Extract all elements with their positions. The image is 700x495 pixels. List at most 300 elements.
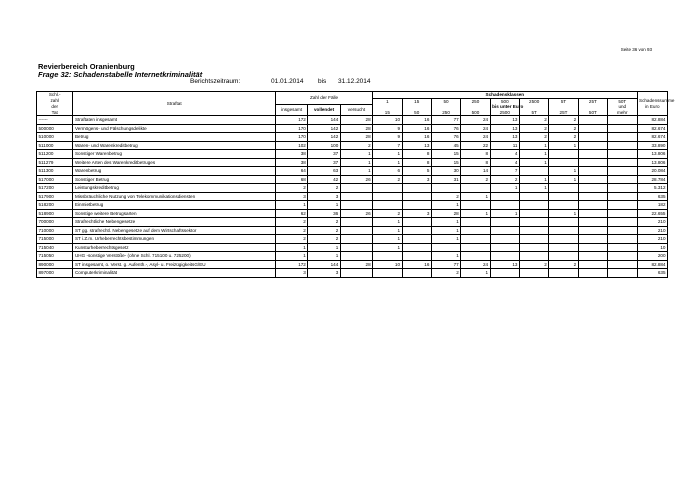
header-class-top-0: 1: [373, 98, 402, 104]
row-key: 700000: [37, 218, 73, 227]
period-from: 01.01.2014: [271, 78, 304, 85]
table-row: [37, 218, 668, 227]
row-class-2: 77: [431, 260, 460, 269]
row-class-4: 4: [490, 150, 519, 159]
row-schadenssumme: 200: [637, 252, 668, 261]
row-class-1: 3: [402, 175, 431, 184]
row-class-8: [608, 141, 637, 150]
row-vollendet: 3: [308, 192, 340, 201]
table-row: [37, 175, 668, 184]
row-versucht: [340, 184, 372, 193]
row-class-0: 1: [373, 218, 402, 227]
row-key: 510000: [37, 133, 73, 142]
row-class-2: 76: [431, 133, 460, 142]
row-class-3: [461, 226, 490, 235]
row-class-6: [549, 226, 578, 235]
row-vollendet: 142: [308, 133, 340, 142]
row-class-1: [402, 243, 431, 252]
row-class-1: 8: [402, 158, 431, 167]
row-class-7: [578, 252, 607, 261]
row-class-1: 16: [402, 124, 431, 133]
row-insgesamt: 2: [275, 184, 307, 193]
row-class-5: 2: [519, 116, 548, 125]
table-row: [37, 167, 668, 176]
row-class-8: [608, 235, 637, 244]
header-class-top-2: 50: [431, 98, 460, 104]
row-class-2: 76: [431, 124, 460, 133]
row-class-1: 5: [402, 167, 431, 176]
header-class-bottom-3: 500: [461, 110, 490, 116]
row-class-1: [402, 184, 431, 193]
row-class-0: 2: [373, 209, 402, 218]
row-class-3: 24: [461, 124, 490, 133]
row-versucht: [340, 269, 372, 278]
row-class-0: 7: [373, 141, 402, 150]
row-class-3: 1: [461, 192, 490, 201]
row-schadenssumme: 20.084: [637, 167, 668, 176]
row-class-2: [431, 184, 460, 193]
row-class-7: [578, 141, 607, 150]
row-class-6: 2: [549, 260, 578, 269]
row-insgesamt: 2: [275, 218, 307, 227]
row-class-5: 1: [519, 184, 548, 193]
header-class-top-3: 250: [461, 98, 490, 104]
table-row: [37, 252, 668, 261]
row-versucht: 26: [340, 209, 372, 218]
row-class-2: 1: [431, 252, 460, 261]
row-class-2: 2: [431, 269, 460, 278]
row-class-7: [578, 260, 607, 269]
header-class-bottom-4: 2500: [490, 110, 519, 116]
row-class-8: [608, 133, 637, 142]
row-class-6: [549, 184, 578, 193]
row-class-7: [578, 116, 607, 125]
row-versucht: [340, 235, 372, 244]
row-class-0: 1: [373, 158, 402, 167]
row-class-4: 13: [490, 124, 519, 133]
row-class-4: 4: [490, 158, 519, 167]
row-class-5: [519, 235, 548, 244]
row-vollendet: 2: [308, 226, 340, 235]
header-und: und: [608, 104, 637, 110]
row-class-1: [402, 269, 431, 278]
row-schadenssumme: 210: [637, 218, 668, 227]
row-vollendet: 1: [308, 243, 340, 252]
row-class-4: [490, 235, 519, 244]
row-class-1: 13: [402, 141, 431, 150]
header-class-top-7: 25T: [578, 98, 607, 104]
row-class-6: [549, 252, 578, 261]
row-vollendet: 63: [308, 167, 340, 176]
row-insgesamt: 2: [275, 226, 307, 235]
row-class-7: [578, 218, 607, 227]
header-class-top-5: 2500: [519, 98, 548, 104]
row-vollendet: 100: [308, 141, 340, 150]
row-class-7: [578, 158, 607, 167]
header-key-2: zahl: [37, 98, 73, 104]
row-insgesamt: 1: [275, 252, 307, 261]
row-class-5: 1: [519, 141, 548, 150]
row-class-7: [578, 133, 607, 142]
header-class-bottom-0: 15: [373, 110, 402, 116]
table-row: [37, 158, 668, 167]
row-versucht: 1: [340, 158, 372, 167]
row-key: 500000: [37, 124, 73, 133]
row-vollendet: 2: [308, 184, 340, 193]
row-versucht: [340, 252, 372, 261]
row-class-7: [578, 150, 607, 159]
period-to: 31.12.2014: [338, 78, 371, 85]
row-class-3: 8: [461, 158, 490, 167]
row-key: 517200: [37, 184, 73, 193]
row-class-2: 1: [431, 218, 460, 227]
row-straftat: Computerkriminalität: [73, 269, 276, 278]
row-class-5: [519, 167, 548, 176]
table-row: [37, 201, 668, 210]
header-class-bottom-2: 250: [431, 110, 460, 116]
row-straftat: Waren- und Warenkreditbetrug: [73, 141, 276, 150]
row-class-2: 1: [431, 226, 460, 235]
row-schadenssumme: 635: [637, 269, 668, 278]
damage-table: [36, 91, 675, 278]
header-key-3: der: [37, 104, 73, 110]
table-row: [37, 260, 668, 269]
row-key: 518200: [37, 201, 73, 210]
row-class-6: [549, 201, 578, 210]
row-straftat: ST i.Z.m. Urheberrechtsbestimmungen: [73, 235, 276, 244]
header-vollendet: vollendet: [308, 104, 340, 116]
row-class-4: 1: [490, 184, 519, 193]
row-insgesamt: 170: [275, 133, 307, 142]
row-vollendet: 2: [308, 218, 340, 227]
row-class-8: [608, 201, 637, 210]
row-class-1: [402, 192, 431, 201]
table-body: [37, 116, 668, 278]
row-versucht: [340, 226, 372, 235]
row-straftat: Sonstiger Warenbetrug: [73, 150, 276, 159]
header-key-4: Tat: [37, 110, 73, 116]
header-insgesamt: insgesamt: [275, 104, 307, 116]
table-row: [37, 116, 668, 125]
row-versucht: 1: [340, 167, 372, 176]
row-class-4: [490, 192, 519, 201]
row-vollendet: 144: [308, 260, 340, 269]
row-schadenssumme: 82.674: [637, 133, 668, 142]
period-bis: bis: [318, 78, 327, 85]
row-class-5: 2: [519, 124, 548, 133]
row-class-6: [549, 269, 578, 278]
row-class-4: [490, 252, 519, 261]
row-versucht: 28: [340, 133, 372, 142]
row-class-7: [578, 167, 607, 176]
row-class-6: 2: [549, 133, 578, 142]
row-class-4: [490, 201, 519, 210]
row-class-3: [461, 252, 490, 261]
row-class-2: 45: [431, 141, 460, 150]
row-class-7: [578, 243, 607, 252]
row-class-6: [549, 158, 578, 167]
header-class-top-4: 500: [490, 98, 519, 104]
report-title: Revierbereich Oranienburg: [38, 62, 135, 71]
row-class-5: 2: [519, 260, 548, 269]
row-straftat: Missbräuchliche Nutzung von Telekommunikationsdiensten: [73, 192, 276, 201]
row-class-4: 1: [490, 209, 519, 218]
row-class-0: [373, 252, 402, 261]
row-straftat: Leistungskreditbetrug: [73, 184, 276, 193]
row-class-1: [402, 201, 431, 210]
row-straftat: Strafrechtliche Nebengesetze: [73, 218, 276, 227]
row-key: 517000: [37, 175, 73, 184]
row-class-4: 7: [490, 167, 519, 176]
row-class-1: [402, 218, 431, 227]
row-class-2: 2: [431, 192, 460, 201]
row-class-0: 9: [373, 133, 402, 142]
row-class-0: 1: [373, 150, 402, 159]
row-versucht: 28: [340, 260, 372, 269]
row-insgesamt: 3: [275, 192, 307, 201]
row-key: 511200: [37, 150, 73, 159]
header-versucht: versucht: [340, 104, 372, 116]
row-class-3: [461, 243, 490, 252]
row-class-0: [373, 184, 402, 193]
row-class-6: 2: [549, 116, 578, 125]
row-class-7: [578, 175, 607, 184]
row-class-4: 13: [490, 116, 519, 125]
row-class-7: [578, 269, 607, 278]
row-class-3: [461, 184, 490, 193]
row-vollendet: 3: [308, 269, 340, 278]
row-insgesamt: 1: [275, 201, 307, 210]
row-class-3: 24: [461, 116, 490, 125]
table-row: [37, 150, 668, 159]
row-class-3: [461, 218, 490, 227]
row-class-1: [402, 226, 431, 235]
header-class-bottom-1: 50: [402, 110, 431, 116]
row-class-0: [373, 269, 402, 278]
row-straftat: ST gg. strafrechtl. Nebengesetze auf dem Wirtschaftssektor: [73, 226, 276, 235]
row-class-3: 22: [461, 141, 490, 150]
row-class-6: 1: [549, 141, 578, 150]
row-versucht: [340, 201, 372, 210]
row-class-6: 2: [549, 124, 578, 133]
row-key: 715000: [37, 235, 73, 244]
row-vollendet: 142: [308, 124, 340, 133]
header-summe: Schadenssumme in Euro: [637, 92, 668, 116]
row-versucht: 1: [340, 150, 372, 159]
row-class-4: 13: [490, 133, 519, 142]
row-versucht: 28: [340, 116, 372, 125]
row-straftat: UHG -sonstige Verstöße- (ohne Schl. 715100 u. 725200): [73, 252, 276, 261]
row-class-6: [549, 150, 578, 159]
row-class-0: 1: [373, 226, 402, 235]
row-class-6: 1: [549, 167, 578, 176]
row-class-3: 2: [461, 175, 490, 184]
table-row: [37, 269, 668, 278]
row-schadenssumme: 5.312: [637, 184, 668, 193]
row-class-0: 9: [373, 124, 402, 133]
header-class-top-1: 15: [402, 98, 431, 104]
row-key: 511300: [37, 167, 73, 176]
header-class-bottom-5: 5T: [519, 110, 548, 116]
row-class-0: [373, 192, 402, 201]
row-class-2: 77: [431, 116, 460, 125]
row-schadenssumme: 210: [637, 235, 668, 244]
row-class-8: [608, 150, 637, 159]
row-class-0: 1: [373, 243, 402, 252]
row-class-1: 16: [402, 260, 431, 269]
row-key: 511279: [37, 158, 73, 167]
row-class-8: [608, 116, 637, 125]
row-class-3: [461, 201, 490, 210]
row-straftat: Betrug: [73, 133, 276, 142]
row-class-4: [490, 218, 519, 227]
row-class-4: 11: [490, 141, 519, 150]
row-class-5: [519, 201, 548, 210]
row-key: 897000: [37, 269, 73, 278]
row-vollendet: 144: [308, 116, 340, 125]
header-straftat: Straftat: [73, 92, 276, 116]
table-row: [37, 124, 668, 133]
table-row: [37, 133, 668, 142]
row-insgesamt: 68: [275, 175, 307, 184]
row-class-2: 30: [431, 167, 460, 176]
row-insgesamt: 102: [275, 141, 307, 150]
row-class-6: [549, 235, 578, 244]
row-class-8: [608, 184, 637, 193]
header-faelle: Zahl der Fälle: [275, 92, 372, 105]
table-row: [37, 226, 668, 235]
row-class-8: [608, 252, 637, 261]
row-class-5: [519, 269, 548, 278]
row-class-1: 8: [402, 150, 431, 159]
header-bis-unter: bis unter Euro: [492, 104, 524, 110]
row-insgesamt: 1: [275, 243, 307, 252]
row-class-2: 15: [431, 150, 460, 159]
row-class-4: 13: [490, 260, 519, 269]
table-row: [37, 209, 668, 218]
row-class-2: 1: [431, 235, 460, 244]
row-class-7: [578, 124, 607, 133]
row-class-5: [519, 209, 548, 218]
row-class-1: [402, 252, 431, 261]
row-insgesamt: 38: [275, 158, 307, 167]
row-schadenssumme: 82.884: [637, 116, 668, 125]
row-versucht: 28: [340, 124, 372, 133]
table-row: [37, 243, 668, 252]
row-straftat: Vermögens- und Fälschungsdelikte: [73, 124, 276, 133]
row-class-1: 16: [402, 133, 431, 142]
row-class-6: 1: [549, 209, 578, 218]
row-class-5: [519, 226, 548, 235]
row-insgesamt: 2: [275, 235, 307, 244]
row-schadenssumme: 28.784: [637, 175, 668, 184]
row-class-3: 1: [461, 269, 490, 278]
row-class-8: [608, 260, 637, 269]
row-class-5: [519, 252, 548, 261]
row-insgesamt: 170: [275, 124, 307, 133]
row-class-1: [402, 235, 431, 244]
header-class-top-8: 50T: [608, 98, 637, 104]
header-key-1: Schl.-: [37, 92, 73, 99]
row-class-0: 6: [373, 167, 402, 176]
row-class-0: 1: [373, 235, 402, 244]
header-class-bottom-7: 50T: [578, 110, 607, 116]
row-vollendet: 42: [308, 175, 340, 184]
row-versucht: [340, 218, 372, 227]
row-vollendet: 36: [308, 209, 340, 218]
row-class-3: 24: [461, 133, 490, 142]
row-class-0: 2: [373, 175, 402, 184]
table-row: [37, 141, 668, 150]
row-class-7: [578, 184, 607, 193]
row-key: 715040: [37, 243, 73, 252]
row-insgesamt: 3: [275, 269, 307, 278]
row-class-1: 3: [402, 209, 431, 218]
row-class-2: [431, 243, 460, 252]
header-class-top-6: 5T: [549, 98, 578, 104]
row-insgesamt: 38: [275, 150, 307, 159]
row-insgesamt: 62: [275, 209, 307, 218]
row-class-5: 1: [519, 175, 548, 184]
row-class-2: 1: [431, 201, 460, 210]
table-row: [37, 184, 668, 193]
row-key: 715050: [37, 252, 73, 261]
row-class-6: [549, 192, 578, 201]
row-straftat: ST insgesamt, o. Verst. g. Aufenth.-, Asyl- u. FreizügigkeitsG/EU: [73, 260, 276, 269]
row-class-7: [578, 192, 607, 201]
row-class-0: 10: [373, 116, 402, 125]
row-class-4: [490, 226, 519, 235]
row-insgesamt: 172: [275, 260, 307, 269]
row-class-3: 8: [461, 150, 490, 159]
row-key: 518900: [37, 209, 73, 218]
row-key: 511000: [37, 141, 73, 150]
row-class-7: [578, 226, 607, 235]
row-vollendet: 1: [308, 201, 340, 210]
row-class-5: 1: [519, 150, 548, 159]
page-number: Seite 36 von 93: [620, 47, 652, 52]
row-class-3: 14: [461, 167, 490, 176]
row-class-7: [578, 209, 607, 218]
row-class-8: [608, 158, 637, 167]
row-versucht: [340, 192, 372, 201]
row-class-5: [519, 218, 548, 227]
row-class-5: 2: [519, 133, 548, 142]
period-label: Berichtszeitraum:: [190, 78, 241, 85]
table-row: [37, 192, 668, 201]
row-class-8: [608, 218, 637, 227]
row-class-8: [608, 192, 637, 201]
row-class-6: 1: [549, 175, 578, 184]
row-class-0: [373, 201, 402, 210]
row-class-5: [519, 243, 548, 252]
row-versucht: [340, 243, 372, 252]
row-class-3: 24: [461, 260, 490, 269]
header-schadensklassen: Schadensklassen: [373, 92, 637, 99]
row-straftat: Einmietbetrug: [73, 201, 276, 210]
row-class-7: [578, 201, 607, 210]
row-class-8: [608, 175, 637, 184]
row-class-5: 1: [519, 158, 548, 167]
row-schadenssumme: 635: [637, 192, 668, 201]
row-versucht: 2: [340, 141, 372, 150]
row-insgesamt: 172: [275, 116, 307, 125]
row-class-8: [608, 269, 637, 278]
row-key: 890000: [37, 260, 73, 269]
row-class-8: [608, 243, 637, 252]
report-subtitle: Frage 32: Schadenstabelle Internetkriminalität: [38, 70, 203, 79]
header-class-bottom-8: mehr: [608, 110, 637, 116]
